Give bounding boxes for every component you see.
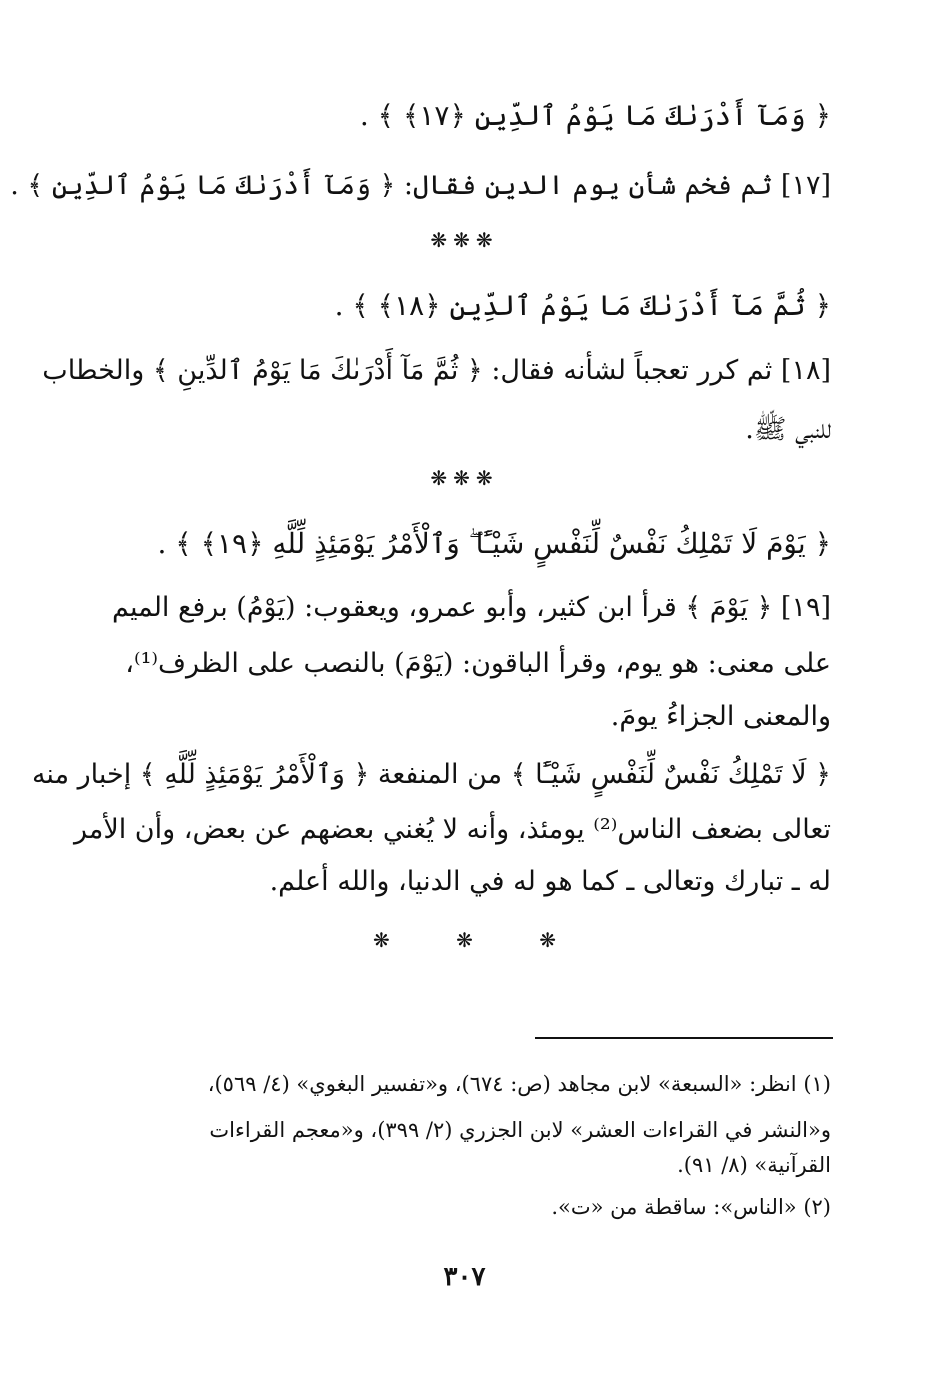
commentary-19b-line-1: ﴿ لَا تَمْلِكُ نَفْسٌ لِّنَفْسٍ شَيْـًٔا ﴾ من المنفعة ﴿ وَٱلْأَمْرُ يَوْمَئِذٍ لِّلَّهِ ﴾ إخبار منه: [31, 759, 831, 790]
commentary-18-line-2: للنبي ﷺ.: [745, 414, 831, 445]
footnote-divider: [535, 1037, 833, 1039]
footnote-1-line-1: (١) انظر: «السبعة» لابن مجاهد (ص: ٦٧٤)، و«تفسير البغوي» (٤/ ٥٦٩)،: [207, 1072, 831, 1096]
footnote-2: (٢) «الناس»: ساقطة من «ت».: [551, 1195, 831, 1219]
footnote-1-line-2: و«النشر في القراءات العشر» لابن الجزري (٢/ ٣٩٩)، و«معجم القراءات: [209, 1118, 831, 1142]
separator-1: ❋❋❋: [430, 228, 499, 252]
commentary-19-line-3: والمعنى الجزاءُ يومَ.: [610, 701, 831, 732]
verse-17: ﴿ وَمَآ أَدْرَىٰكَ مَا يَوْمُ ٱلدِّينِ ﴿١٧﴾ ﴾ .: [359, 99, 831, 132]
commentary-19-line-2: على معنى: هو يوم، وقرأ الباقون: (يَوْمَ) بالنصب على الظرف⁽¹⁾،: [125, 648, 831, 679]
commentary-18-line-1: [١٨] ثم كرر تعجباً لشأنه فقال: ﴿ ثُمَّ مَآ أَدْرَىٰكَ مَا يَوْمُ ٱلدِّينِ ﴾ والخطاب: [42, 355, 831, 386]
separator-2: ❋❋❋: [430, 466, 499, 490]
verse-19: ﴿ يَوْمَ لَا تَمْلِكُ نَفْسٌ لِّنَفْسٍ شَيْـًٔا ۖ وَٱلْأَمْرُ يَوْمَئِذٍ لِّلَّهِ ﴿١٩﴾ ﴾ .: [157, 527, 831, 560]
commentary-19-line-1: [١٩] ﴿ يَوْمَ ﴾ قرأ ابن كثير، وأبو عمرو، ويعقوب: (يَوْمُ) برفع الميم: [111, 592, 831, 623]
verse-18: ﴿ ثُمَّ مَآ أَدْرَىٰكَ مَا يَوْمُ ٱلدِّينِ ﴿١٨﴾ ﴾ .: [334, 289, 831, 322]
commentary-17: [١٧] ثم فخم شأن يوم الدين فقال: ﴿ وَمَآ أَدْرَىٰكَ مَا يَوْمُ ٱلدِّينِ ﴾ .: [10, 170, 831, 201]
end-separator: ❋ ❋ ❋: [373, 928, 586, 952]
commentary-19b-line-2: تعالى بضعف الناس⁽²⁾ يومئذ، وأنه لا يُغني بعضهم عن بعض، وأن الأمر: [73, 814, 831, 845]
commentary-19b-line-3: له ـ تبارك وتعالى ـ كما هو له في الدنيا، والله أعلم.: [269, 866, 831, 897]
page-number: ٣٠٧: [443, 1262, 486, 1292]
footnote-1-line-3: القرآنية» (٨/ ٩١).: [677, 1153, 831, 1177]
